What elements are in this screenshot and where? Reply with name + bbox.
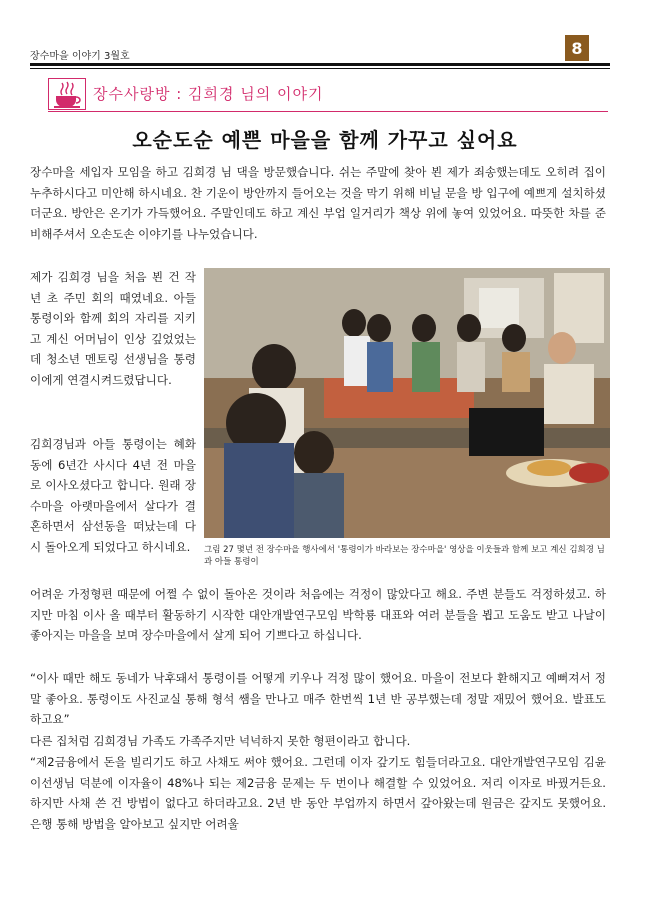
- newsletter-title: 장수마을 이야기 3월호: [30, 51, 130, 62]
- page-number-badge: 8: [565, 35, 589, 61]
- article-paragraph-3: 김희경님과 아들 통령이는 혜화동에 6년간 사시다 4년 전 마을로 이사오셨다고 합니다. 원래 장수마을 아랫마을에서 살다가 결혼하면서 삼선동을 떠났는데 다시 돌아오게 되었다고 하시네요.: [30, 437, 196, 554]
- header-rule-thin: [30, 68, 610, 69]
- section-rule: [48, 111, 608, 112]
- article-photo: [204, 268, 610, 538]
- article-paragraph-1: 장수마을 세입자 모임을 하고 김희경 님 댁을 방문했습니다. 쉬는 주말에 찾아 뵌 제가 죄송했는데도 오히려 집이 누추하시다고 미안해 하시네요. 찬 기운이 방안까지 들어오는 것을 막기 위해 비닐 문을 방 입구에 예쁘게 설치하셨더군요. 방안은 온기가 가득했어요. 주말인데도 하고 계신 부업 일거리가 책상 위에 놓여 있었어요. 따뜻한 차를 준비해주셔서 오손도손 이야기를 나누었습니다.: [30, 165, 606, 241]
- article-headline: 오순도순 예쁜 마을을 함께 가꾸고 싶어요: [132, 128, 518, 152]
- article-paragraph-5: “이사 때만 해도 동네가 낙후돼서 통령이를 어떻게 키우나 걱정 많이 했어요. 마을이 전보다 환해지고 예뻐져서 정말 좋아요. 통령이도 사진교실 통해 형석 쌤을 만나고 매주 한번씩 1년 반 공부했는데 정말 재밌어 했어요. 발표도 하고요”: [30, 671, 606, 727]
- header-rule: [30, 63, 610, 66]
- teacup-icon: [48, 78, 86, 110]
- photo-caption: 그림 27 몇년 전 장수마을 행사에서 '통령이가 바라보는 장수마을' 영상을 이웃들과 함께 보고 계신 김희경 님과 아들 통령이: [204, 545, 605, 567]
- article-paragraph-2: 제가 김희경 님을 처음 뵌 건 작년 초 주민 회의 때였네요. 아들 통령이와 함께 회의 자리를 지키고 계신 어머님이 인상 깊었었는데 청소년 멘토링 선생님을 통령이에게 연결시켜드렸답니다.: [30, 270, 196, 387]
- article-paragraph-4: 어려운 가정형편 때문에 어쩔 수 없이 돌아온 것이라 처음에는 걱정이 많았다고 해요. 주변 분들도 걱정하셨고. 하지만 마침 이사 올 때부터 활동하기 시작한 대안개발연구모임 박학룡 대표와 여러 분들을 뵙고 도움도 받고 나날이 좋아지는 마을을 보며 장수마을에서 살게 되어 기쁘다고 하십니다.: [30, 587, 606, 643]
- article-paragraph-7: “제2금융에서 돈을 빌리기도 하고 사채도 써야 했어요. 그런데 이자 갚기도 힘들더라고요. 대안개발연구모임 김윤이선생님 덕분에 이자율이 48%나 되는 제2금융 문제는 두 번이나 해결할 수 있었어요. 저리 이자로 바꿨거든요. 하지만 사채 쓴 건 방법이 없다고 하더라고요. 2년 반 동안 부업까지 하면서 갚아왔는데 원금은 갚지도 못했어요. 은행 통해 방법을 알아보고 싶지만 어려울: [30, 755, 606, 831]
- article-paragraph-6: 다른 집처럼 김희경님 가족도 가족주지만 넉넉하지 못한 형편이라고 합니다.: [30, 734, 411, 748]
- section-title: 장수사랑방 : 김희경 님의 이야기: [93, 85, 324, 103]
